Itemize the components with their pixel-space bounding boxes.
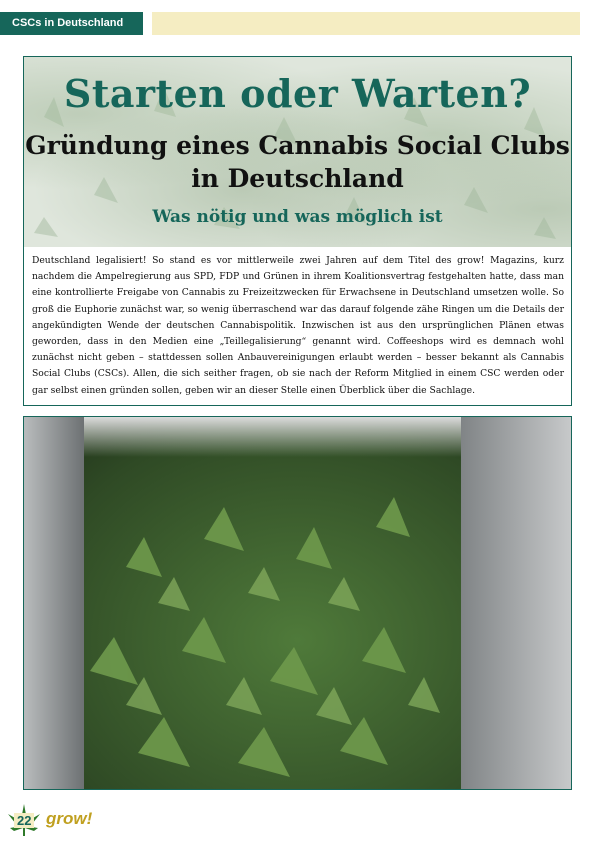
header-bar xyxy=(152,12,580,35)
grow-tent-photo xyxy=(23,416,572,790)
page-number: 22 xyxy=(14,813,34,828)
article-subtitle xyxy=(24,129,571,195)
article-title: Starten oder Warten? xyxy=(63,71,532,116)
article-tagline: Was nötig und was möglich ist xyxy=(152,207,443,227)
subtitle-line-1: Gründung eines Cannabis Social Clubs xyxy=(25,131,570,160)
cannabis-plants xyxy=(24,417,572,790)
article-intro: Deutschland legalisiert! So stand es vor mittlerweile zwei Jahren auf dem Titel des grow! Magazins, kurz nachdem die Ampelregierung aus SPD, FDP und Grünen in ihrem Koalitionsvertrag festgehalten hatte, dass man eine kontrollierte Freigabe von Cannabis zu Freizeitzwecken für Erwachsene in Deutschland umsetzen wolle. So groß die Euphorie zunächst war, so wenig überraschend war das darauf folgende zähe Ringen um die Details der angekündigten Wende der deutschen Cannabispolitik. Inzwischen ist aus den ursprünglichen Plänen etwas geworden, dass in den Medien eine „Teillegalisierung“ genannt wird. Coffeeshops wird es demnach wohl zunächst nicht geben – stattdessen sollen Anbauvereinigungen erlaubt werden – besser bekannt als Cannabis Social Clubs (CSCs). Allen, die sich seither fragen, ob sie nach der Reform Mitglied in einem CSC werden oder gar selbst einen gründen sollen, geben wir an dieser Stelle einen Überblick über die Sachlage. xyxy=(32,255,564,396)
subtitle-line-2: in Deutschland xyxy=(191,164,404,193)
section-label: CSCs in Deutschland xyxy=(0,12,143,35)
article-header-box xyxy=(23,56,572,406)
grow-logo: grow! xyxy=(46,809,93,828)
